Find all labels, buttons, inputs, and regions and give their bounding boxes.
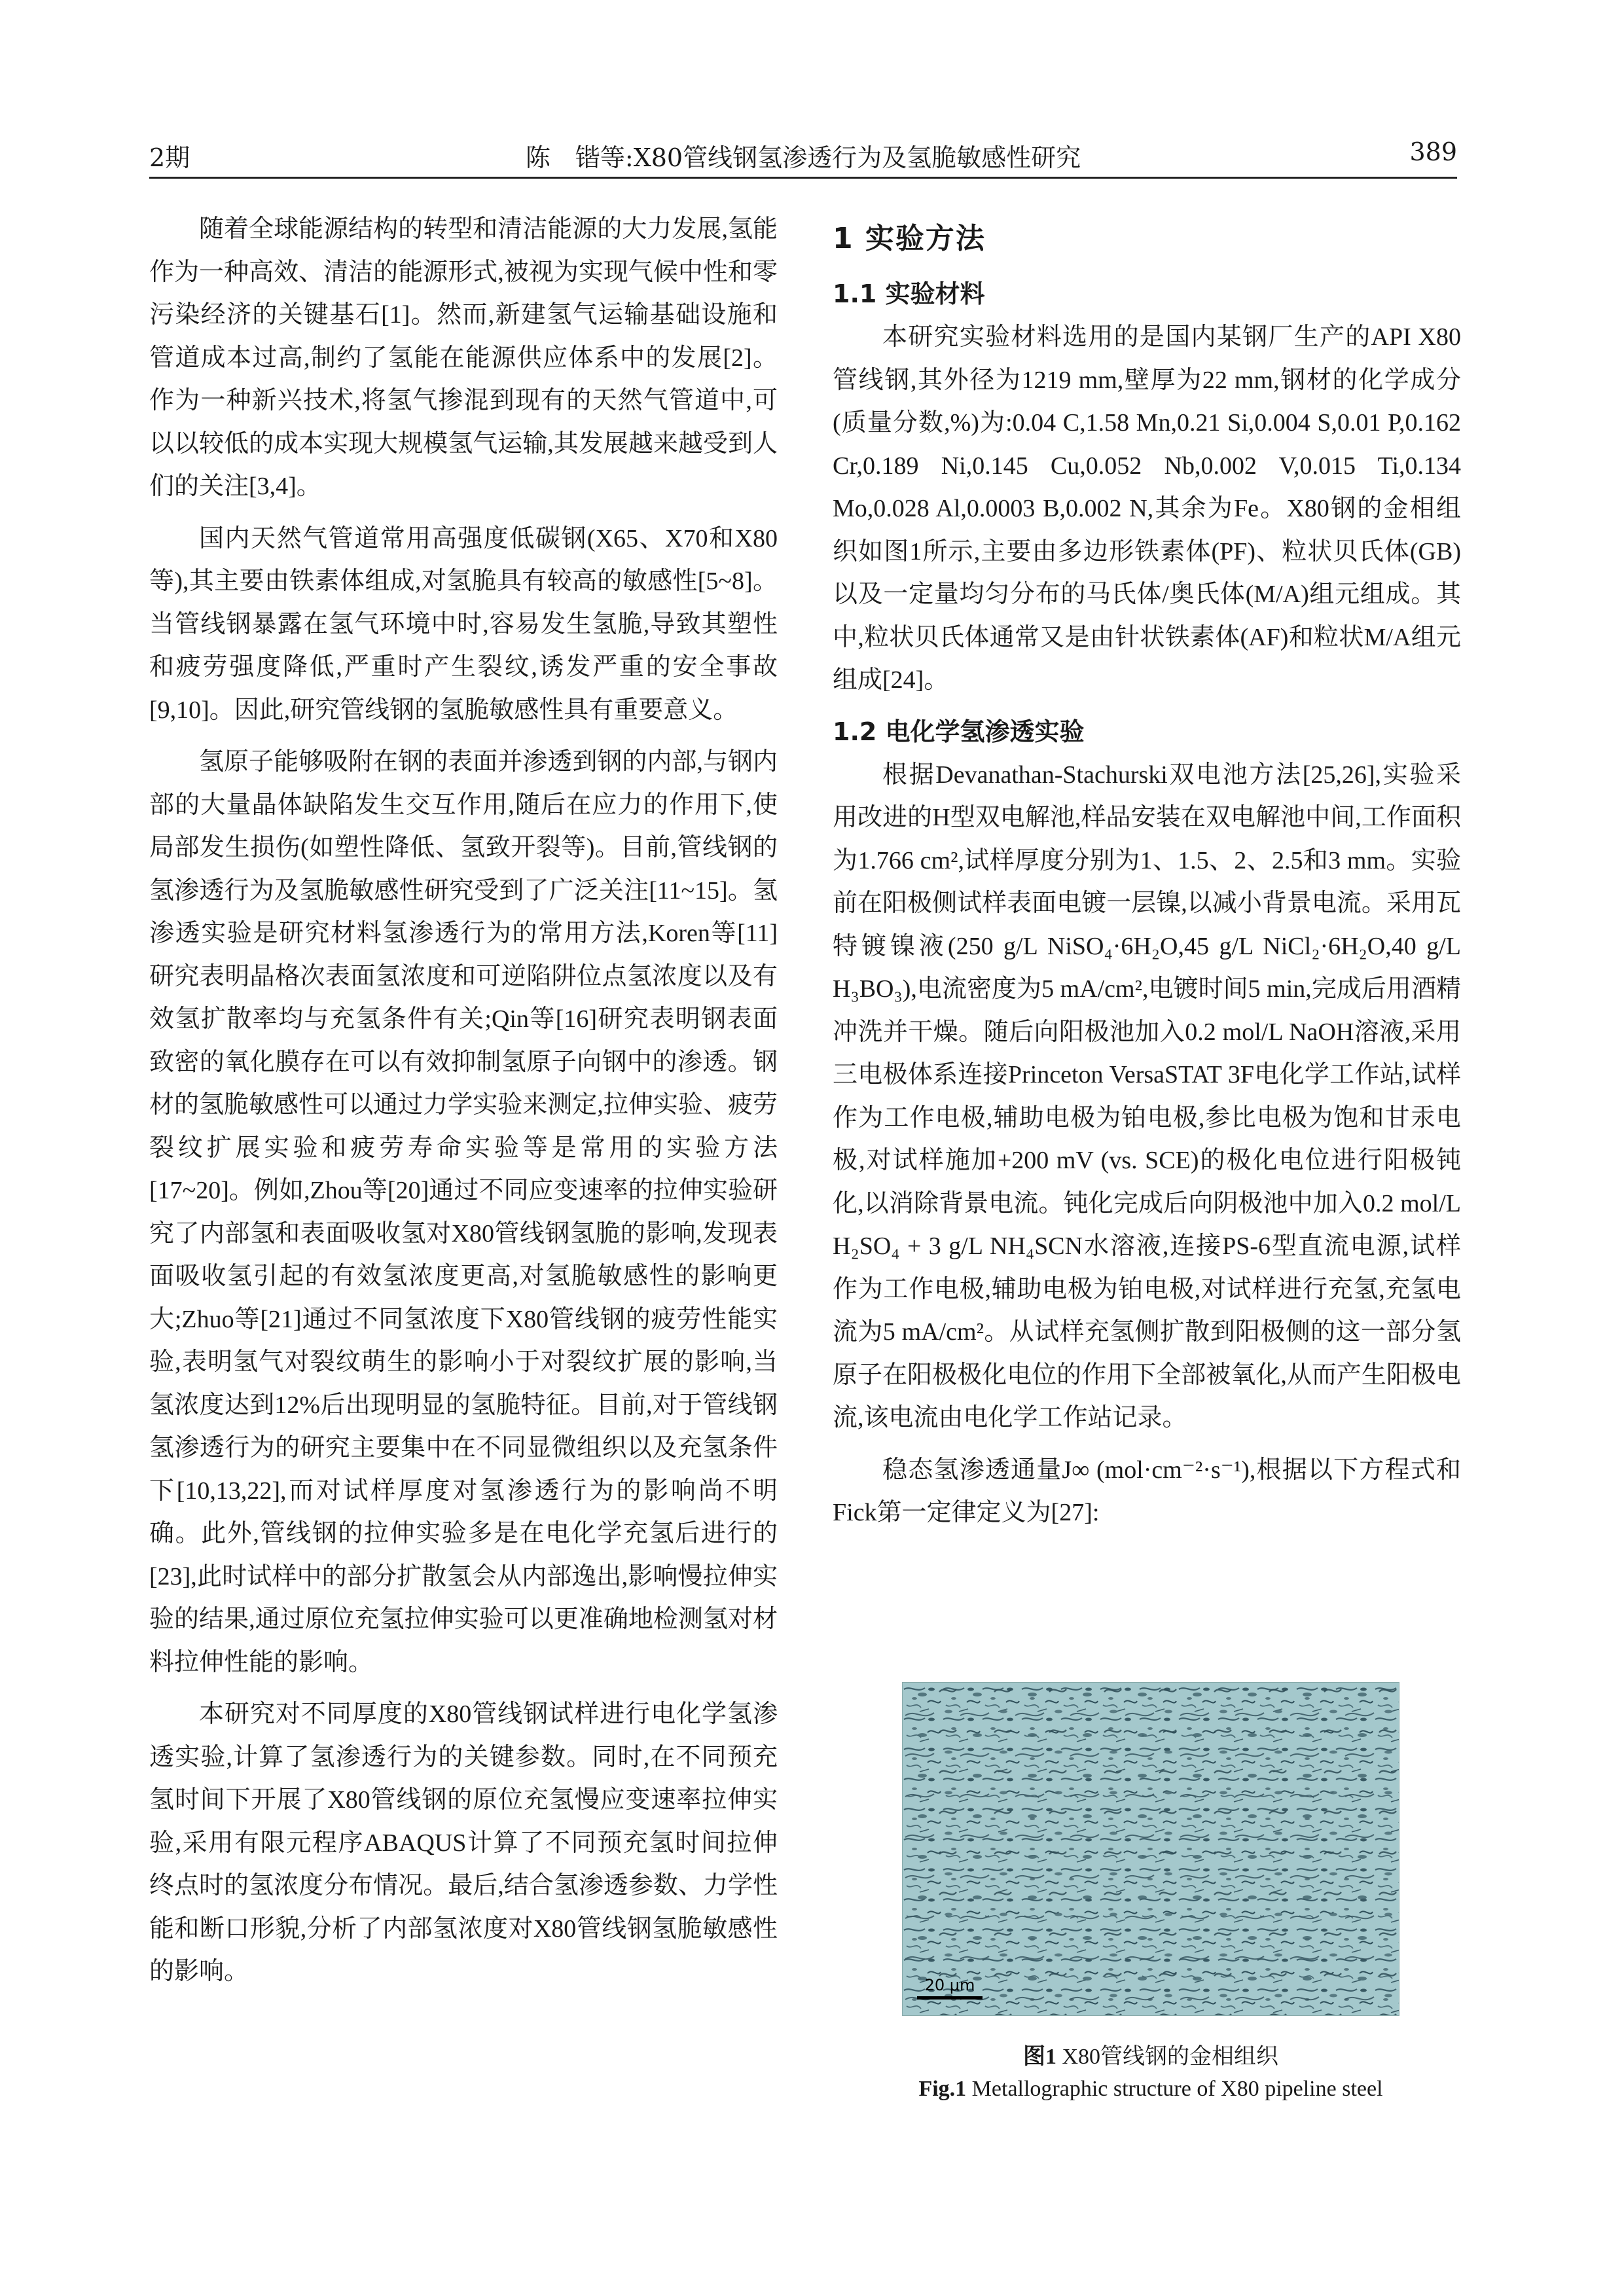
scale-bar [917, 1976, 983, 2002]
body-paragraph: 稳态氢渗透通量J∞ (mol·cm⁻²·s⁻¹),根据以下方程式和Fick第一定律定义为[27]: [833, 1456, 1461, 1526]
subsection-heading: 1.2 电化学氢渗透实验 [833, 717, 1085, 746]
figure-label-english: Fig.1 [918, 2077, 967, 2101]
body-paragraph: 随着全球能源结构的转型和清洁能源的大力发展,氢能作为一种高效、清洁的能源形式,被视为实现气候中性和零污染经济的关键基石[1]。然而,新建氢气运输基础设施和管道成本过高,制约了氢能在能源供应体系中的发展[2]。作为一种新兴技术,将氢气掺混到现有的天然气管道中,可以以较低的成本实现大规模氢气运输,其发展越来越受到人们的关注[3,4]。 [149, 215, 778, 500]
subsection-heading: 1.1 实验材料 [833, 279, 985, 308]
body-paragraph: 根据Devanathan-Stachurski双电池方法[25,26],实验采用改进的H型双电解池,样品安装在双电解池中间,工作面积为1.766 cm²,试样厚度分别为1、1.5、2、2.5和3 mm。实验前在阳极侧试样表面电镀一层镍,以减小背景电流。采用瓦特镀镍液(250 g/L NiSO₄·6H₂O,45 g/L NiCl₂·6H₂O,40 g/L H₃BO₃),电流密度为5 mA/cm²,电镀时间5 min,完成后用酒精冲洗并干燥。随后向阳极池加入0.2 mol/L NaOH溶液,采用三电极体系连接Princeton VersaSTAT 3F电化学工作站,试样作为工作电极,辅助电极为铂电极,参比电极为饱和甘汞电极,对试样施加+200 mV (vs. SCE)的极化电位进行阳极钝化,以消除背景电流。钝化完成后向阴极池中加入0.2 mol/L H₂SO₄ + 3 g/L NH₄SCN水溶液,连接PS-6型直流电源,试样作为工作电极,辅助电极为铂电极,对试样进行充氢,充氢电流为5 mA/cm²。从试样充氢侧扩散到阳极侧的这一部分氢原子在阳极极化电位的作用下全部被氧化,从而产生阳极电流,该电流由电化学工作站记录。 [833, 761, 1461, 1431]
figure-1 [902, 1682, 1399, 2102]
figure-caption-chinese [902, 2038, 1399, 2070]
figure-caption-chinese-text: X80管线钢的金相组织 [1062, 2045, 1279, 2069]
scale-bar-line [917, 1996, 983, 2000]
body-paragraph: 国内天然气管道常用高强度低碳钢(X65、X70和X80等),其主要由铁素体组成,对氢脆具有较高的敏感性[5~8]。当管线钢暴露在氢气环境中时,容易发生氢脆,导致其塑性和疲劳强度降低,严重时产生裂纹,诱发严重的安全事故[9,10]。因此,研究管线钢的氢脆敏感性具有重要意义。 [149, 524, 778, 724]
header-rule [149, 177, 1457, 179]
figure-caption-english-text: Metallographic structure of X80 pipeline steel [971, 2077, 1383, 2101]
page-number: 389 [1409, 137, 1457, 166]
scale-bar-label: 20 μm [924, 1976, 975, 1994]
body-paragraph: 本研究实验材料选用的是国内某钢厂生产的API X80管线钢,其外径为1219 mm,壁厚为22 mm,钢材的化学成分(质量分数,%)为:0.04 C,1.58 Mn,0.21 Si,0.004 S,0.01 P,0.162 Cr,0.189 Ni,0.145 Cu,0.052 Nb,0.002 V,0.015 Ti,0.134 Mo,0.028 Al,0.0003 B,0.002 N,其余为Fe。X80钢的金相组织如图1所示,主要由多边形铁素体(PF)、粒状贝氏体(GB)以及一定量均匀分布的马氏体/奥氏体(M/A)组元组成。其中,粒状贝氏体通常又是由针状铁素体(AF)和粒状M/A组元组成[24]。 [833, 323, 1461, 694]
figure-label-chinese: 图1 [1022, 2045, 1056, 2069]
body-paragraph: 氢原子能够吸附在钢的表面并渗透到钢的内部,与钢内部的大量晶体缺陷发生交互作用,随后在应力的作用下,使局部发生损伤(如塑性降低、氢致开裂等)。目前,管线钢的氢渗透行为及氢脆敏感性研究受到了广泛关注[11~15]。氢渗透实验是研究材料氢渗透行为的常用方法,Koren等[11]研究表明晶格次表面氢浓度和可逆陷阱位点氢浓度以及有效氢扩散率均与充氢条件有关;Qin等[16]研究表明钢表面致密的氧化膜存在可以有效抑制氢原子向钢中的渗透。钢材的氢脆敏感性可以通过力学实验来测定,拉伸实验、疲劳裂纹扩展实验和疲劳寿命实验等是常用的实验方法[17~20]。例如,Zhou等[20]通过不同应变速率的拉伸实验研究了内部氢和表面吸收氢对X80管线钢氢脆的影响,发现表面吸收氢引起的有效氢浓度更高,对氢脆敏感性的影响更大;Zhuo等[21]通过不同氢浓度下X80管线钢的疲劳性能实验,表明氢气对裂纹萌生的影响小于对裂纹扩展的影响,当氢浓度达到12%后出现明显的氢脆特征。目前,对于管线钢氢渗透行为的研究主要集中在不同显微组织以及充氢条件下[10,13,22],而对试样厚度对氢渗透行为的影响尚不明确。此外,管线钢的拉伸实验多是在电化学充氢后进行的[23],此时试样中的部分扩散氢会从内部逸出,影响慢拉伸实验的结果,通过原位充氢拉伸实验可以更准确地检测氢对材料拉伸性能的影响。 [149, 748, 778, 1676]
microstructure-texture [903, 1683, 1399, 2015]
running-title: 陈 锴等:X80管线钢氢渗透行为及氢脆敏感性研究 [525, 143, 1081, 172]
micrograph-image [902, 1682, 1399, 2016]
left-column [149, 208, 778, 2003]
section-heading: 1 实验方法 [833, 222, 986, 255]
issue-number: 2期 [149, 143, 190, 172]
body-paragraph: 本研究对不同厚度的X80管线钢试样进行电化学氢渗透实验,计算了氢渗透行为的关键参数。同时,在不同预充氢时间下开展了X80管线钢的原位充氢慢应变速率拉伸实验,采用有限元程序ABAQUS计算了不同预充氢时间拉伸终点时的氢浓度分布情况。最后,结合氢渗透参数、力学性能和断口形貌,分析了内部氢浓度对X80管线钢氢脆敏感性的影响。 [149, 1700, 778, 1985]
figure-caption-english [902, 2077, 1399, 2102]
right-column [833, 208, 1461, 1544]
